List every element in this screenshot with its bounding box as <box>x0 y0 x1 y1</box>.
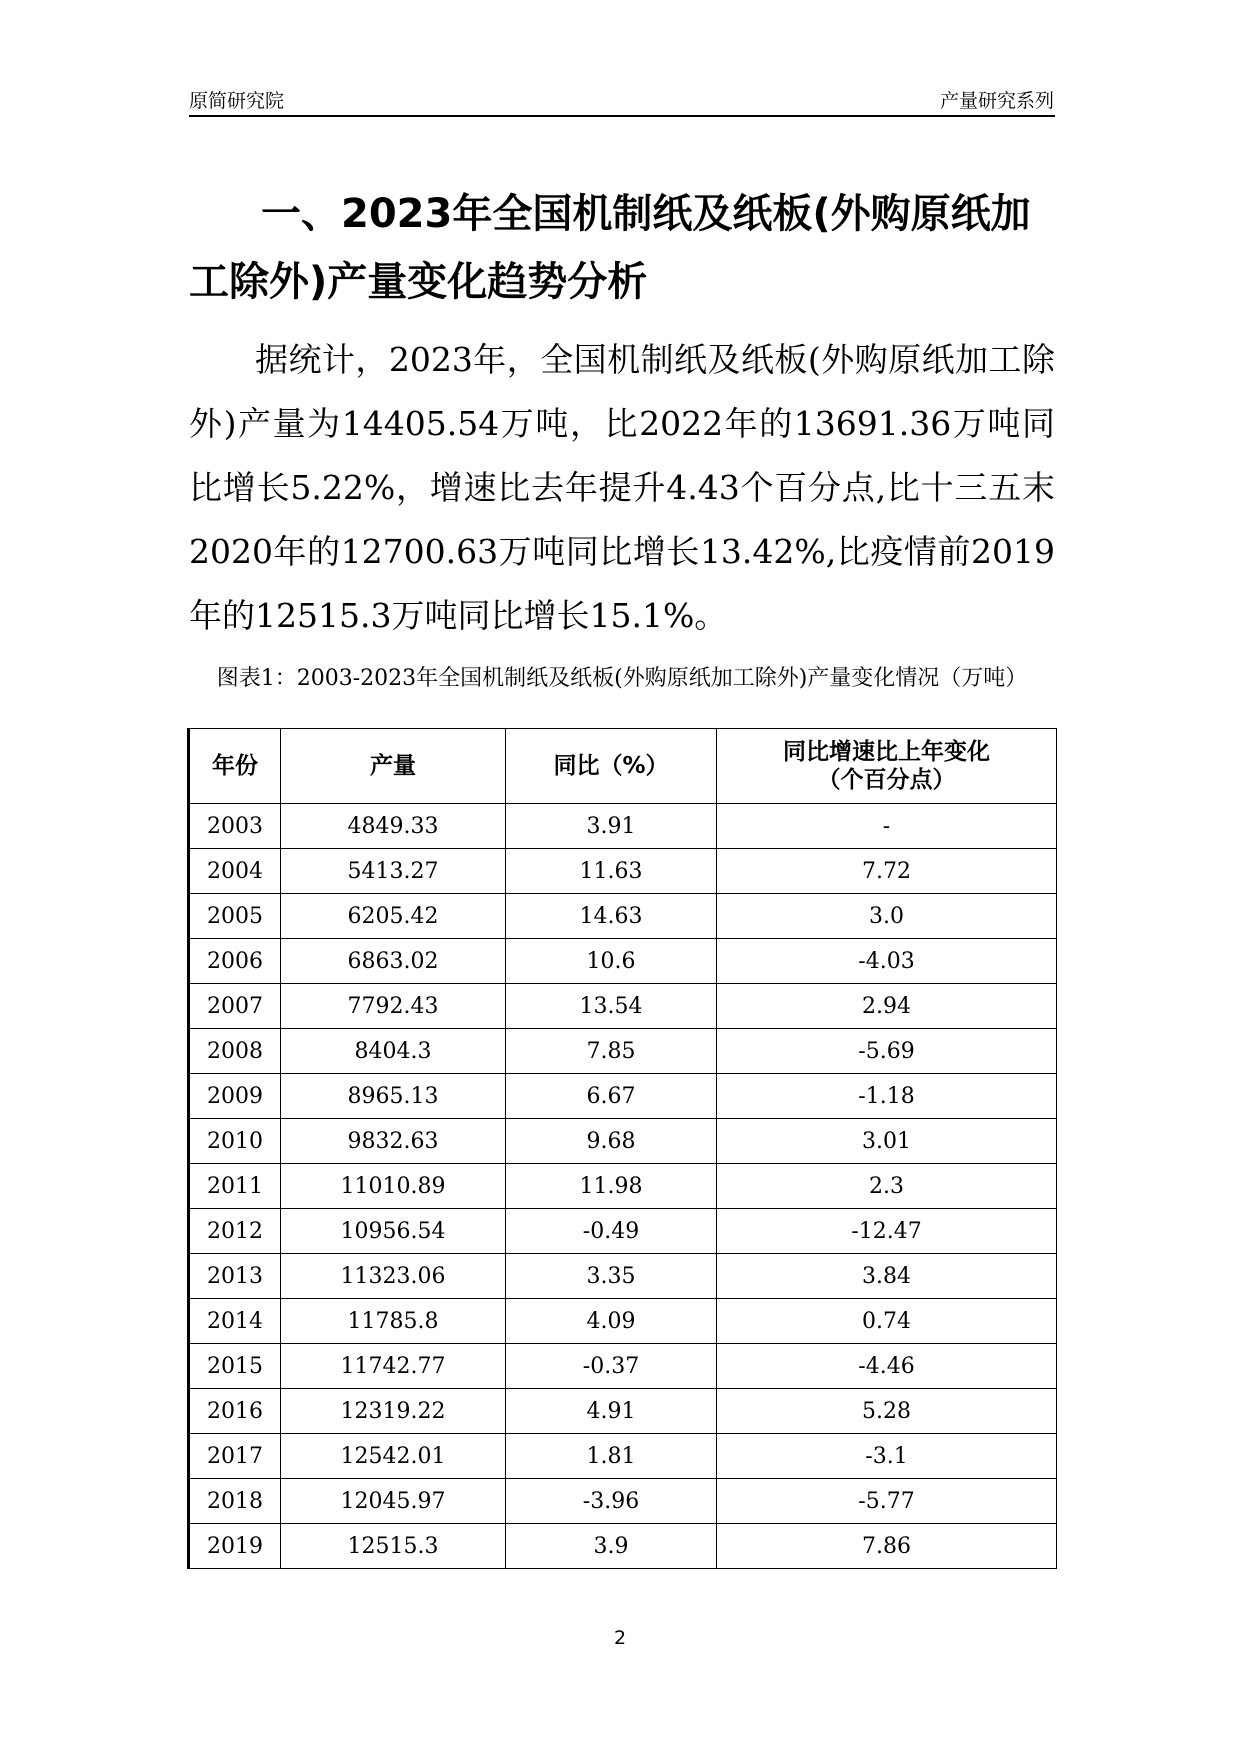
cell-yoy: -0.37 <box>506 1344 717 1389</box>
cell-year: 2003 <box>189 804 281 849</box>
cell-yoy: 1.81 <box>506 1434 717 1479</box>
cell-yoy: 10.6 <box>506 939 717 984</box>
table-row <box>189 984 1057 1029</box>
cell-yoy-change: -1.18 <box>717 1074 1057 1119</box>
cell-yoy-change: 0.74 <box>717 1299 1057 1344</box>
cell-yoy-change: 5.28 <box>717 1389 1057 1434</box>
cell-output: 9832.63 <box>281 1119 506 1164</box>
cell-year: 2010 <box>189 1119 281 1164</box>
cell-yoy: 3.35 <box>506 1254 717 1299</box>
section-title: 一、2023年全国机制纸及纸板(外购原纸加工除外)产量变化趋势分析 <box>189 191 1031 305</box>
cell-yoy-change: -4.46 <box>717 1344 1057 1389</box>
cell-output: 6205.42 <box>281 894 506 939</box>
cell-yoy: 3.91 <box>506 804 717 849</box>
cell-yoy-change: -5.69 <box>717 1029 1057 1074</box>
cell-output: 12045.97 <box>281 1479 506 1524</box>
header-org-name: 原简研究院 <box>189 90 285 112</box>
cell-yoy: 4.09 <box>506 1299 717 1344</box>
header-year: 年份 <box>189 729 281 804</box>
cell-output: 7792.43 <box>281 984 506 1029</box>
table-row <box>189 1254 1057 1299</box>
table-header-row <box>189 729 1057 804</box>
cell-output: 10956.54 <box>281 1209 506 1254</box>
table-body <box>189 804 1057 1569</box>
cell-year: 2016 <box>189 1389 281 1434</box>
header-divider <box>189 115 1055 117</box>
cell-yoy-change: -12.47 <box>717 1209 1057 1254</box>
cell-output: 12542.01 <box>281 1434 506 1479</box>
cell-yoy-change: -3.1 <box>717 1434 1057 1479</box>
cell-yoy-change: 2.94 <box>717 984 1057 1029</box>
table-row <box>189 1029 1057 1074</box>
table-row <box>189 1344 1057 1389</box>
cell-output: 11323.06 <box>281 1254 506 1299</box>
cell-yoy-change: - <box>717 804 1057 849</box>
cell-yoy: 6.67 <box>506 1074 717 1119</box>
cell-yoy-change: -4.03 <box>717 939 1057 984</box>
cell-output: 8965.13 <box>281 1074 506 1119</box>
cell-yoy: -3.96 <box>506 1479 717 1524</box>
page-number: 2 <box>613 1627 627 1649</box>
header-yoy-change: 同比增速比上年变化 （个百分点） <box>717 729 1057 804</box>
cell-yoy-change: 3.0 <box>717 894 1057 939</box>
cell-year: 2019 <box>189 1524 281 1569</box>
cell-year: 2008 <box>189 1029 281 1074</box>
table-row <box>189 1479 1057 1524</box>
header-output: 产量 <box>281 729 506 804</box>
cell-yoy: 4.91 <box>506 1389 717 1434</box>
cell-yoy-change: 2.3 <box>717 1164 1057 1209</box>
production-table <box>187 728 1057 1569</box>
cell-output: 5413.27 <box>281 849 506 894</box>
cell-output: 11742.77 <box>281 1344 506 1389</box>
header-yoy: 同比（%） <box>506 729 717 804</box>
cell-output: 8404.3 <box>281 1029 506 1074</box>
table-row <box>189 1119 1057 1164</box>
cell-year: 2005 <box>189 894 281 939</box>
cell-output: 11010.89 <box>281 1164 506 1209</box>
cell-year: 2018 <box>189 1479 281 1524</box>
table-row <box>189 804 1057 849</box>
cell-yoy-change: 3.84 <box>717 1254 1057 1299</box>
table-row <box>189 1434 1057 1479</box>
cell-year: 2004 <box>189 849 281 894</box>
cell-year: 2011 <box>189 1164 281 1209</box>
cell-year: 2012 <box>189 1209 281 1254</box>
cell-yoy: 7.85 <box>506 1029 717 1074</box>
table-row <box>189 894 1057 939</box>
header-series-name: 产量研究系列 <box>939 90 1054 112</box>
cell-year: 2007 <box>189 984 281 1029</box>
cell-year: 2013 <box>189 1254 281 1299</box>
cell-output: 12515.3 <box>281 1524 506 1569</box>
table-row <box>189 849 1057 894</box>
table-row <box>189 1074 1057 1119</box>
cell-yoy: 14.63 <box>506 894 717 939</box>
table-row <box>189 1209 1057 1254</box>
table-row <box>189 1299 1057 1344</box>
cell-year: 2015 <box>189 1344 281 1389</box>
cell-year: 2006 <box>189 939 281 984</box>
cell-year: 2009 <box>189 1074 281 1119</box>
table-row <box>189 1389 1057 1434</box>
table-row <box>189 1164 1057 1209</box>
cell-yoy: 11.63 <box>506 849 717 894</box>
cell-output: 6863.02 <box>281 939 506 984</box>
cell-yoy-change: 7.72 <box>717 849 1057 894</box>
table-row <box>189 939 1057 984</box>
cell-output: 11785.8 <box>281 1299 506 1344</box>
cell-yoy: 11.98 <box>506 1164 717 1209</box>
body-paragraph: 据统计，2023年，全国机制纸及纸板(外购原纸加工除外)产量为14405.54万吨，比2022年的13691.36万吨同比增长5.22%，增速比去年提升4.43个百分点,比十三五末2020年的12700.63万吨同比增长13.42%,比疫情前2019年的12515.3万吨同比增长15.1%。 <box>189 340 1055 635</box>
cell-output: 4849.33 <box>281 804 506 849</box>
table-row <box>189 1524 1057 1569</box>
cell-yoy-change: 7.86 <box>717 1524 1057 1569</box>
cell-yoy: 13.54 <box>506 984 717 1029</box>
cell-yoy-change: -5.77 <box>717 1479 1057 1524</box>
cell-yoy-change: 3.01 <box>717 1119 1057 1164</box>
cell-year: 2014 <box>189 1299 281 1344</box>
table-caption: 图表1：2003-2023年全国机制纸及纸板(外购原纸加工除外)产量变化情况（万吨） <box>216 666 1028 691</box>
cell-yoy: 3.9 <box>506 1524 717 1569</box>
cell-yoy: -0.49 <box>506 1209 717 1254</box>
cell-output: 12319.22 <box>281 1389 506 1434</box>
cell-year: 2017 <box>189 1434 281 1479</box>
cell-yoy: 9.68 <box>506 1119 717 1164</box>
